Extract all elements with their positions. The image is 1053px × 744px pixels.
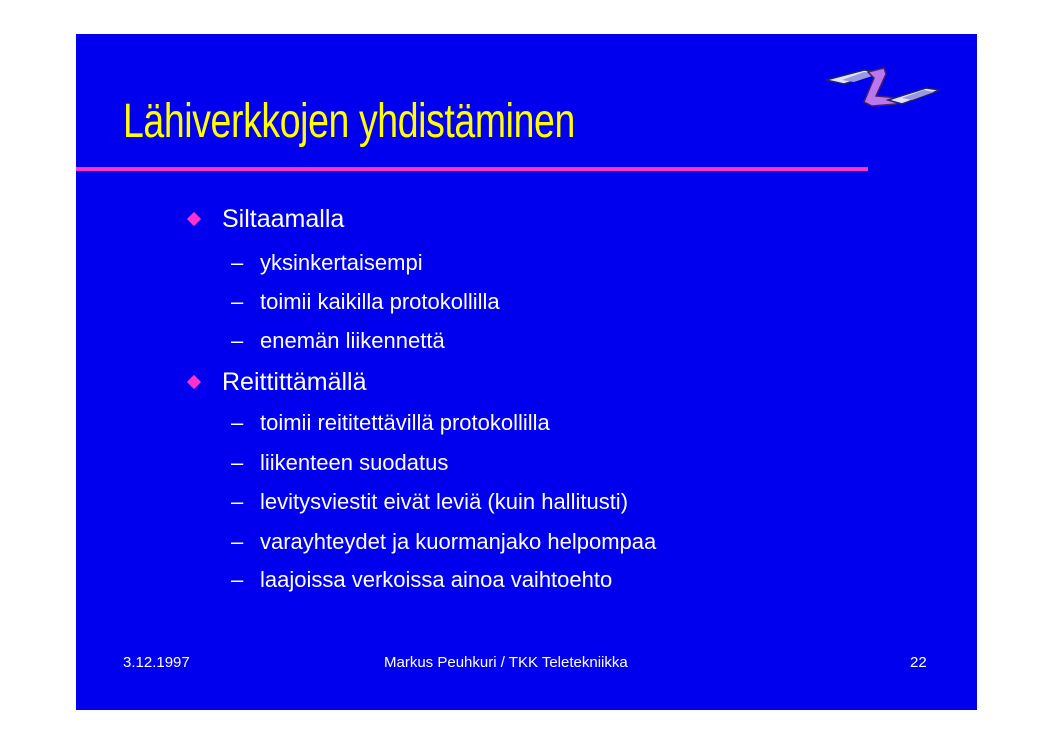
diamond-bullet-icon	[187, 375, 201, 389]
sub-bullet-label: laajoissa verkoissa ainoa vaihtoehto	[260, 567, 613, 592]
dash-bullet: –	[231, 250, 244, 275]
dash-bullet: –	[231, 450, 244, 475]
sub-bullet-label: liikenteen suodatus	[260, 450, 449, 475]
bullet-label: Reittittämällä	[222, 368, 367, 396]
footer-author: Markus Peuhkuri / TKK Teletekniikka	[384, 654, 628, 671]
sub-bullet-label: varayhteydet ja kuormanjako helpompaa	[260, 529, 657, 554]
dash-bullet: –	[231, 489, 244, 514]
sub-bullet-label: enemän liikennettä	[260, 328, 445, 353]
dash-bullet: –	[231, 410, 244, 435]
diamond-bullet-icon	[187, 212, 201, 226]
dash-bullet: –	[231, 529, 244, 554]
dash-bullet: –	[231, 567, 244, 592]
sub-bullet-label: yksinkertaisempi	[260, 250, 423, 275]
page-number: 22	[910, 654, 927, 671]
bullet-label: Siltaamalla	[222, 205, 345, 233]
sub-bullet-label: toimii kaikilla protokollilla	[260, 289, 500, 314]
slide	[76, 34, 977, 710]
sub-bullet-label: toimii reititettävillä protokollilla	[260, 410, 550, 435]
bullet-list	[76, 34, 977, 710]
slide-title: Lähiverkkojen yhdistäminen	[123, 95, 575, 148]
dash-bullet: –	[231, 328, 244, 353]
sub-bullet-label: levitysviestit eivät leviä (kuin hallitusti)	[260, 489, 629, 514]
footer-date: 3.12.1997	[123, 654, 190, 671]
dash-bullet: –	[231, 289, 244, 314]
